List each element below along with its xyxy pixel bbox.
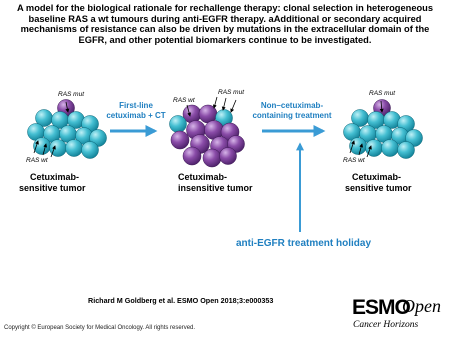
tumor-left-caption-2: sensitive tumor [19,183,86,193]
ras-mut-cell [183,147,201,165]
ras-wt-label-left: RAS wt [26,157,48,164]
tumor-right-caption-1: Cetuximab- [352,172,402,182]
ras-mut-label-middle: RAS mut [218,89,245,96]
tumor-cluster-right [344,100,423,159]
non-cetuximab-label-1: Non–cetuximab- [260,101,324,110]
ras-wt-label-right: RAS wt [343,157,365,164]
ras-wt-label-middle: RAS wt [173,97,195,104]
ras-mut-cell [203,149,221,167]
non-cetuximab-label-2: containing treatment [252,111,332,120]
tumor-mid-caption-2: insensitive tumor [178,183,253,193]
copyright: Copyright © European Society for Medical Oncology. All rights reserved. [4,325,196,331]
ras-wt-cell [170,116,187,133]
tumor-mid-caption-1: Cetuximab- [178,172,228,182]
citation: Richard M Goldberg et al. ESMO Open 2018;3:e000353 [88,296,274,305]
figure-title: A model for the biological rationale for rechallenge therapy: clonal selection in heterogeneous baseline RAS a wt tumours during anti-EGFR therapy. aAdditional or secondary acquired mechanisms of resistance can also be driven by mutations in the extracellular domain of the EGFR, and other potential biomarkers continue to be investigated. [16,3,434,45]
tumor-left-caption-1: Cetuximab- [30,172,80,182]
ras-wt-cell [382,140,399,157]
ras-wt-cell [66,140,83,157]
ras-mut-cell [171,131,189,149]
holiday-label: anti-EGFR treatment holiday [236,238,372,249]
ras-mut-cell [220,148,237,165]
first-line-label-2: cetuximab + CT [106,111,166,120]
tumor-cluster-middle [170,105,245,167]
ras-mut-label-left: RAS mut [58,91,85,98]
first-line-label-1: First-line [119,101,153,110]
logo-esmo-text: ESMO [352,296,410,319]
logo-subtitle: Cancer Horizons [353,320,419,330]
ras-mut-label-right: RAS mut [369,90,396,97]
tumor-right-caption-2: sensitive tumor [345,183,412,193]
ras-wt-cell [398,142,415,159]
logo-open-text: Open [402,296,441,316]
ras-wt-cell [82,142,99,159]
esmo-open-logo [350,296,442,334]
